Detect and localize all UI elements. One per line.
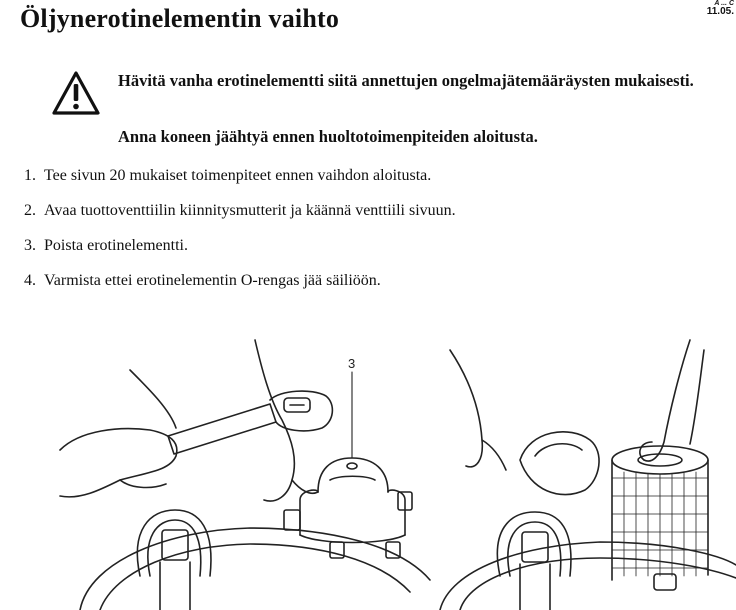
list-item <box>24 271 456 291</box>
step-number: 2. <box>24 202 36 219</box>
step-list <box>24 166 456 306</box>
list-item <box>24 201 456 221</box>
step-number: 4. <box>24 272 36 289</box>
list-item <box>24 236 456 256</box>
document-code <box>707 0 734 18</box>
illustration-right-panel <box>440 340 736 610</box>
list-item <box>24 166 456 186</box>
warning-triangle-icon <box>52 70 100 116</box>
illustration-left-panel <box>60 340 430 610</box>
page-title: Öljynerotinelementin vaihto <box>20 4 340 33</box>
warning-text-disposal: Hävitä vanha erotinelementti siitä annettujen ongelmajätemääräysten mukaisesti. <box>118 71 694 90</box>
document-date: 11.05. <box>706 6 734 18</box>
step-number: 1. <box>24 167 36 184</box>
callout-label: 3 <box>348 356 356 371</box>
step-number: 3. <box>24 237 36 254</box>
maintenance-illustration <box>0 330 736 610</box>
step-text: Varmista ettei erotinelementin O-rengas jää säiliöön. <box>44 272 381 289</box>
step-text: Tee sivun 20 mukaiset toimenpiteet ennen vaihdon aloitusta. <box>44 167 432 184</box>
document-code-line1: A ... C <box>714 0 734 7</box>
step-text: Poista erotinelementti. <box>44 237 188 254</box>
step-text: Avaa tuottoventtiilin kiinnitysmutterit ja käännä venttiili sivuun. <box>44 202 456 219</box>
warning-text-cooldown: Anna koneen jäähtyä ennen huoltotoimenpiteiden aloitusta. <box>118 127 538 146</box>
